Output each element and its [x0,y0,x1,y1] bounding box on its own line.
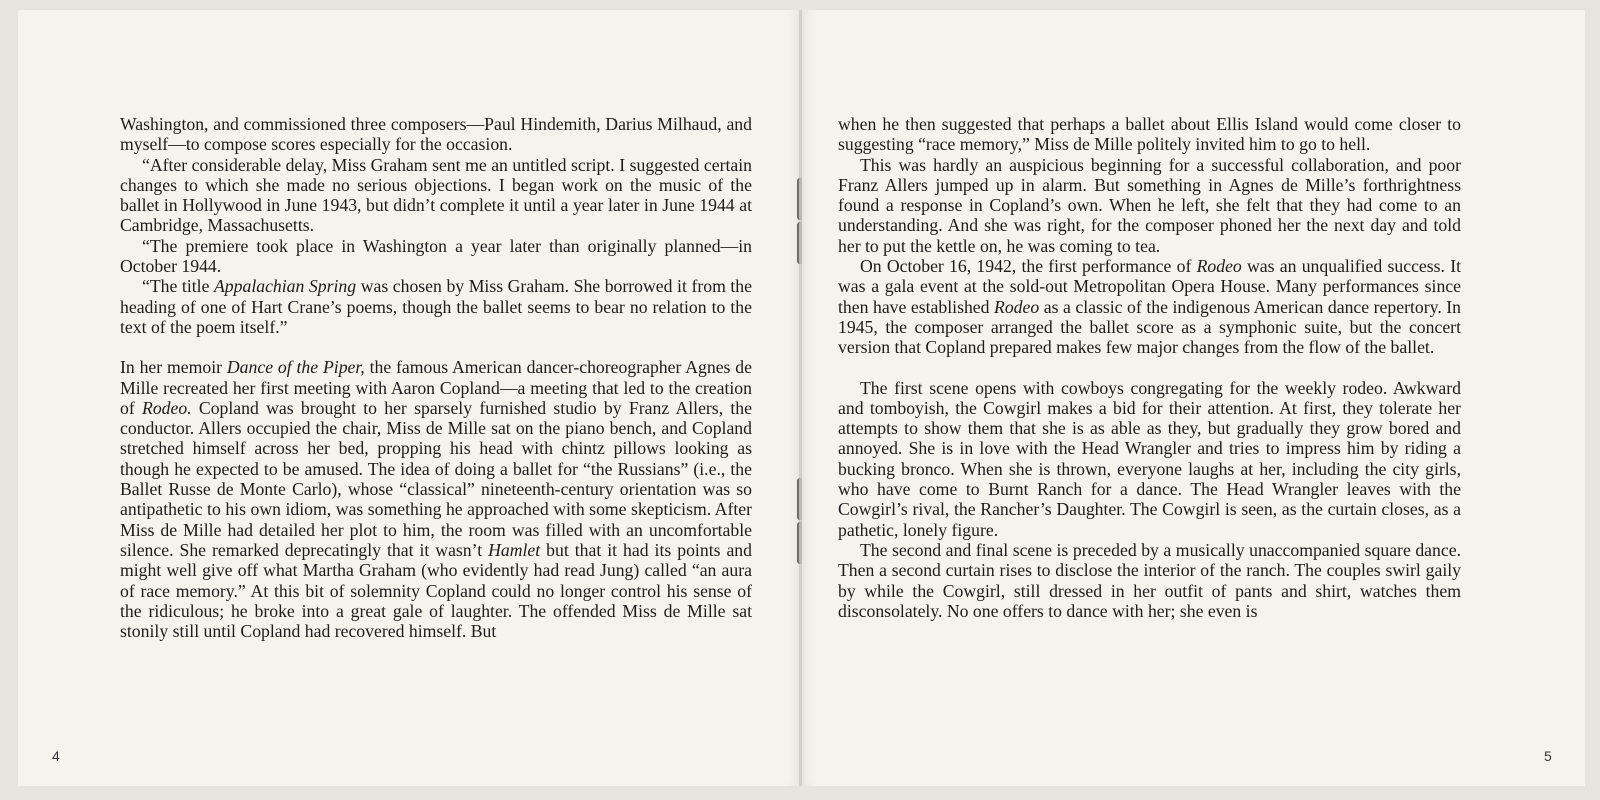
text-run: “The title [142,276,214,297]
text-run: Copland was brought to her sparsely furnished studio by Franz Allers, the conductor. Allers occupied the chair, Miss de Mille sat on the piano bench, and Copland stretched himself across her bed, propping his head with chintz pillows looking as though he expected to be amused. The idea of doing a ballet for “the Russians” (i.e., the Ballet Russe de Monte Carlo), whose “classical” nineteenth-century orientation was so antipathetic to his own idiom, was something he approached with some skepticism. After Miss de Mille had detailed her plot to him, the room was filled with an uncomfortable silence. She remarked deprecatingly that it wasn’t [120,397,752,560]
text-run: was an unqualified success. It was a gala event at the sold-out Metropolitan Opera House. Many performances since then have established [838,256,1461,317]
paragraph [120,357,752,641]
text-run: In her memoir [120,357,227,378]
italic-title: Appalachian Spring [213,276,357,297]
paragraph [120,236,752,277]
paragraph [838,114,1461,155]
left-page [18,10,800,786]
italic-title: Rodeo [994,296,1040,317]
italic-title: Rodeo. [142,397,192,418]
italic-title: Dance of the Piper, [226,357,365,378]
text-run: The first scene opens with cowboys congregating for the weekly rodeo. Awkward and tomboyish, the Cowgirl makes a bid for their attention. At first, they tolerate her attempts to show them that she is as able as they, but gradually they grow bored and annoyed. She is in love with the Head Wrangler and tries to impress him by riding a bucking bronco. When she is thrown, everyone laughs at her, including the city girls, who have come to Burnt Ranch for a dance. The Head Wrangler leaves with the Cowgirl’s rival, the Rancher’s Daughter. The Cowgirl is seen, as the curtain closes, as a pathetic, lonely figure. [838,377,1461,540]
text-run: Washington, and commissioned three composers—Paul Hindemith, Darius Milhaud, and myself—to compose scores especially for the occasion. [120,114,752,155]
text-run: but that it had its points and might well give off what Martha Graham (who evidently had read Jung) called “an aura of race memory.” At this bit of solemnity Copland could no longer control his sense of the ridiculous; he broke into a great gale of laughter. The offended Miss de Mille sat stonily still until Copland had recovered himself. But [120,539,752,642]
paragraph [120,276,752,337]
text-run: was chosen by Miss Graham. She borrowed it from the heading of one of Hart Crane’s poems, though the ballet seems to bear no relation to the text of the poem itself.” [120,276,752,337]
paragraph [120,155,752,236]
paragraph [838,155,1461,256]
text-run: as a classic of the indigenous American dance repertory. In 1945, the composer arranged the ballet score as a symphonic suite, but the concert version that Copland prepared makes few major changes from the flow of the ballet. [838,296,1462,358]
right-page-text [838,114,1461,621]
paragraph [120,114,752,155]
text-run: This was hardly an auspicious beginning for a successful collaboration, and poor Franz Allers jumped up in alarm. But something in Agnes de Mille’s forthrightness found a response in Copland’s own. When he left, she felt that they had come to an understanding. And she was right, for the composer phoned her the next day and told her to put the kettle on, he was coming to tea. [838,154,1461,256]
text-run: On October 16, 1942, the first performance of [860,256,1197,277]
text-run: The second and final scene is preceded by a musically unaccompanied square dance. Then a second curtain rises to disclose the interior of the ranch. The couples swirl gaily by while the Cowgirl, still dressed in her outfit of pants and shirt, watches them disconsolately. No one offers to dance with her; she even is [838,539,1461,621]
paragraph [838,378,1461,540]
text-run: “After considerable delay, Miss Graham sent me an untitled script. I suggested certain changes to which she made no serious objections. I began work on the music of the ballet in Hollywood in June 1943, but didn’t complete it until a year later in June 1944 at Cambridge, Massachusetts. [120,154,752,236]
left-page-text [120,114,752,641]
text-run: when he then suggested that perhaps a ballet about Ellis Island would come closer to suggesting “race memory,” Miss de Mille politely invited him to go to hell. [838,114,1461,155]
text-run: the famous American dancer-choreographer Agnes de Mille recreated her first meeting with Aaron Copland—a meeting that led to the creation of [120,357,752,418]
italic-title: Rodeo [1196,256,1242,277]
paragraph [838,540,1461,621]
paragraph [838,256,1461,357]
page-number: 5 [1544,748,1552,764]
page-number: 4 [52,748,60,764]
text-run: “The premiere took place in Washington a year later than originally planned—in October 1944. [120,235,752,277]
italic-title: Hamlet [488,539,541,560]
right-page [802,10,1585,786]
